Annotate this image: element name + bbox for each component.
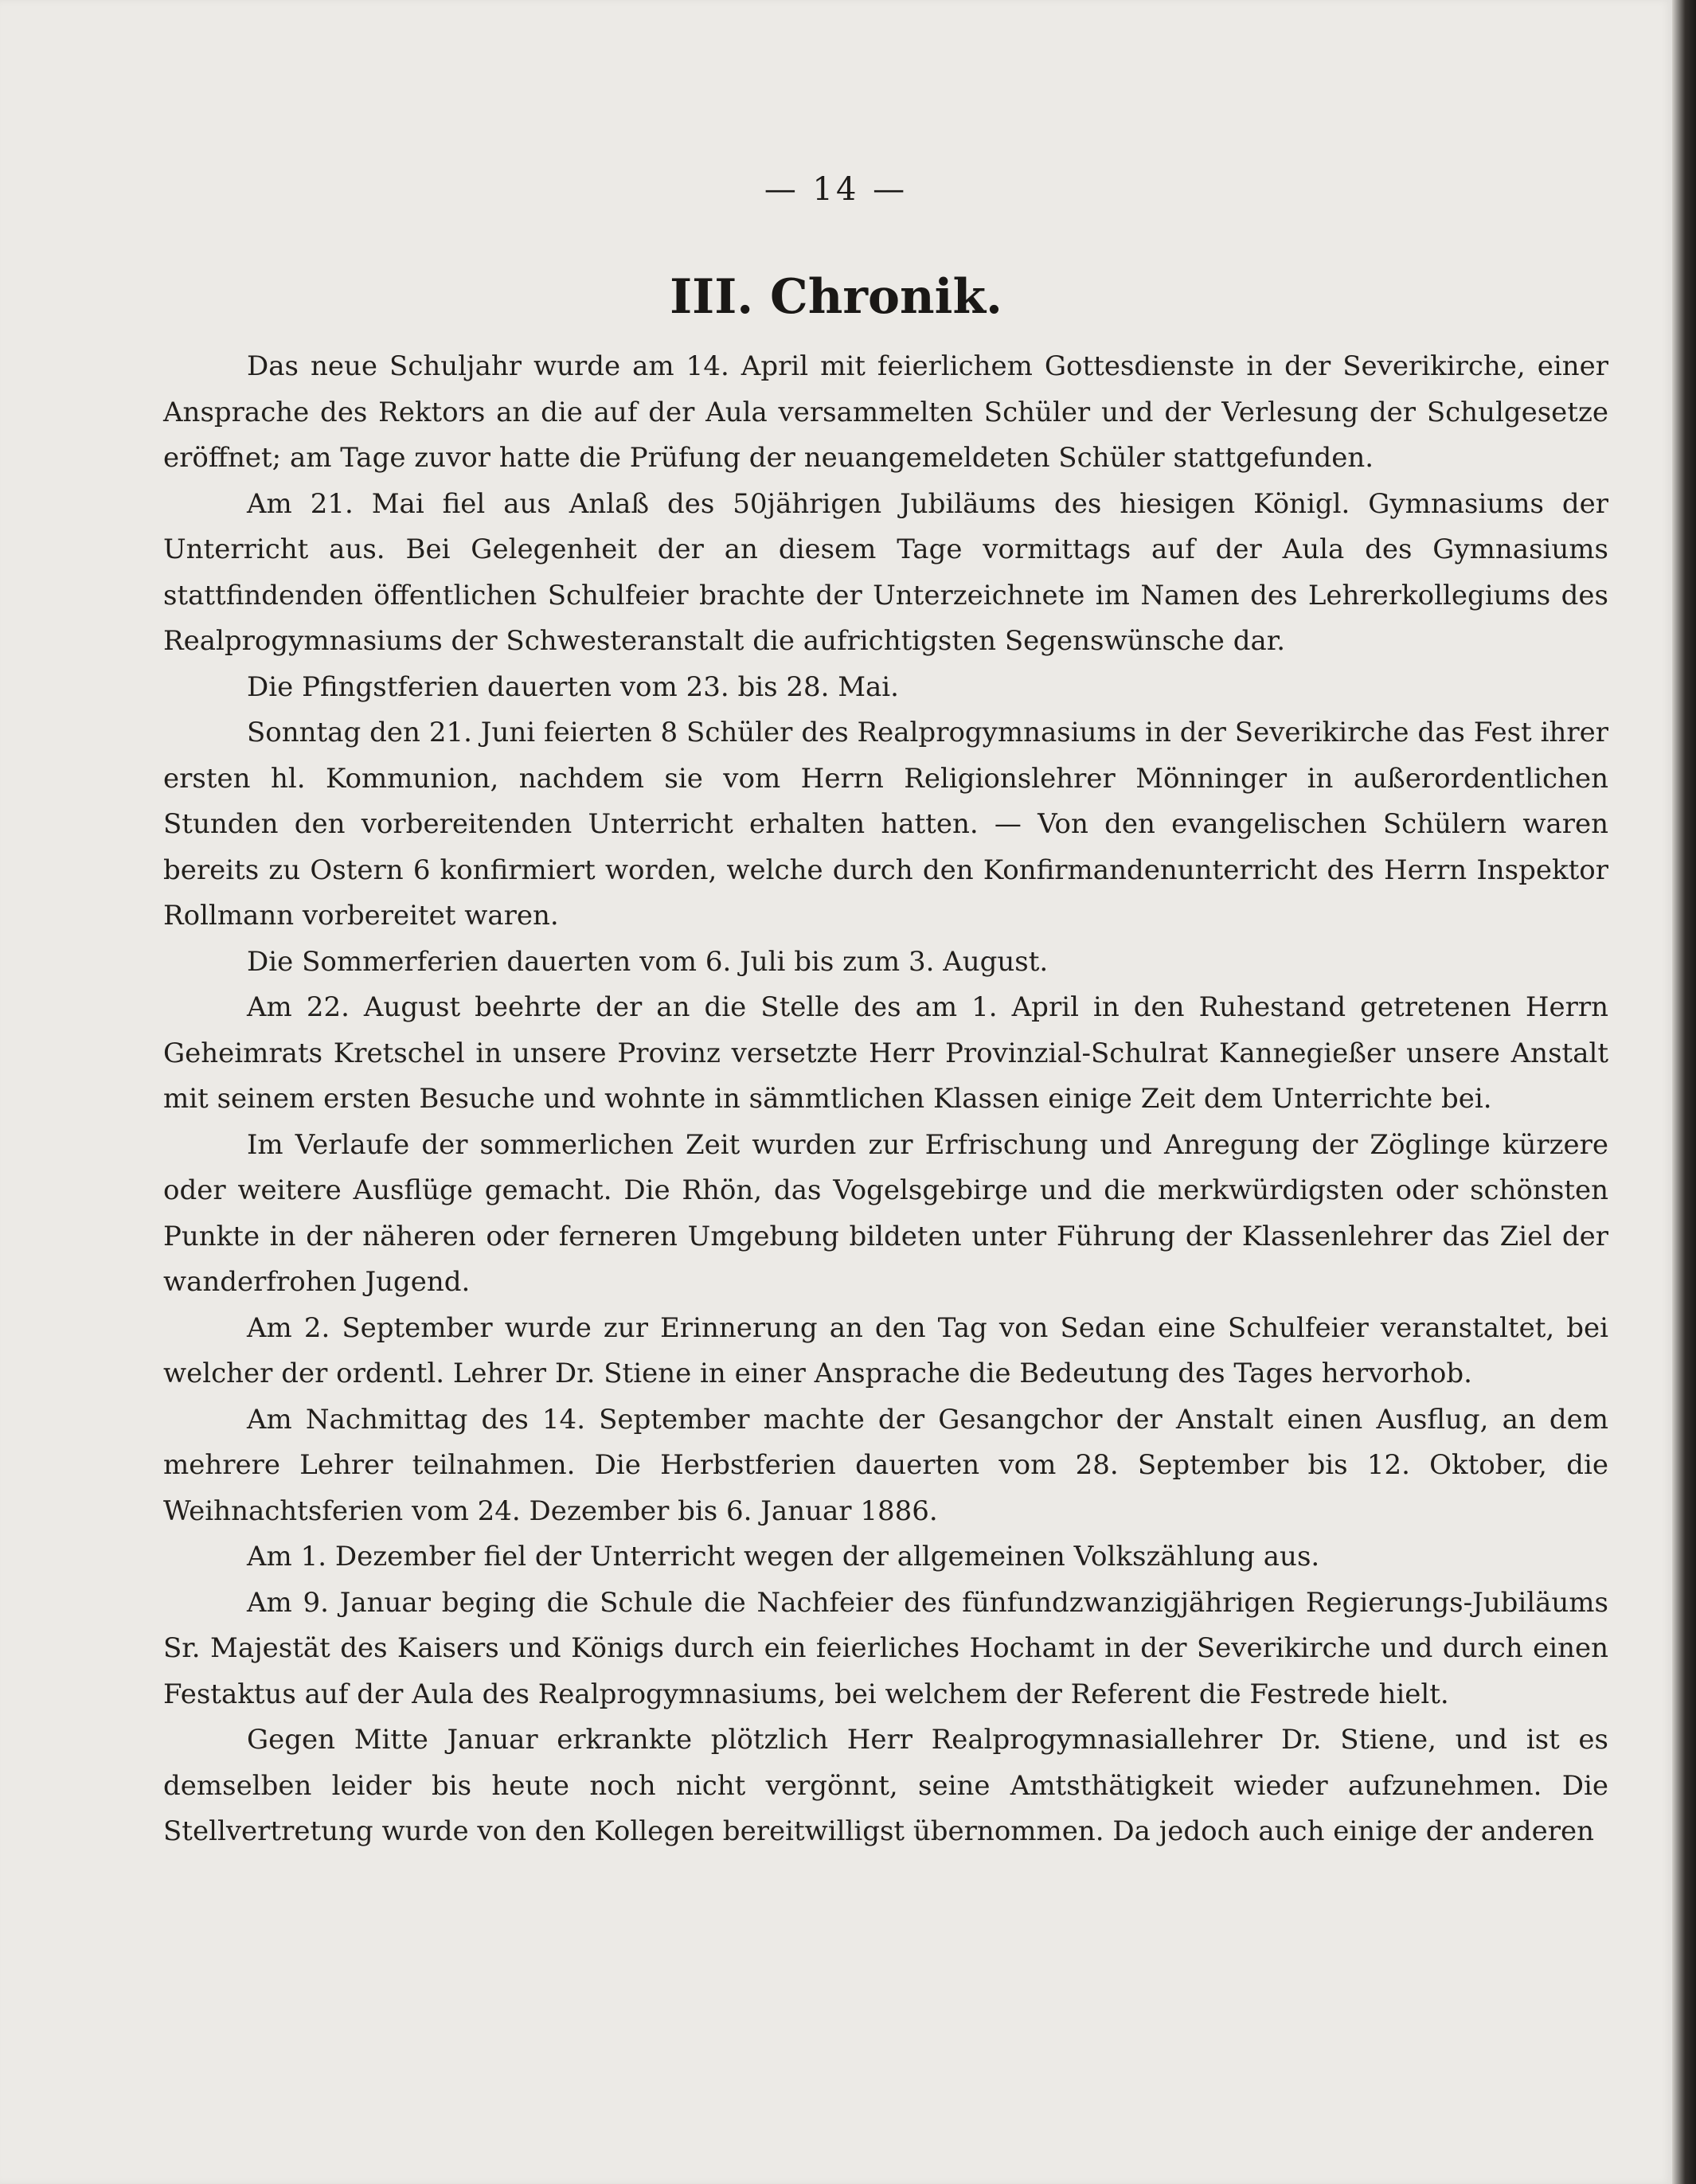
page-number: — 14 — bbox=[764, 171, 909, 208]
paragraph-choir-excursion: Am Nachmittag des 14. September machte der Gesangchor der Anstalt einen Ausflug, an dem mehrere Lehrer teilnahmen. Die Herbstferien dauerten vom 28. September bis 12. Oktober, die Weihnachtsferien vom 24. Dezember bis 6. Januar 1886. bbox=[163, 1403, 1608, 1527]
paragraph-sedan-celebration: Am 2. September wurde zur Erinnerung an den Tag von Sedan eine Schulfeier veranstaltet, bei welcher der ordentl. Lehrer Dr. Stiene in einer Ansprache die Bedeutung des Tages hervorhob. bbox=[163, 1311, 1608, 1389]
paragraph-gymnasium-jubilee: Am 21. Mai fiel aus Anlaß des 50jährigen Jubiläums des hiesigen Königl. Gymnasiums der Unterricht aus. Bei Gelegenheit der an diesem Tage vormittags auf der Aula des Gymnasiums stattfindenden öffentlichen Schulfeier brachte der Unterzeichnete im Namen des Lehrerkollegiums des Realprogymnasiums der Schwesteranstalt die aufrichtigsten Segenswünsche dar. bbox=[163, 487, 1608, 657]
paragraph-census: Am 1. Dezember fiel der Unterricht wegen der allgemeinen Volkszählung aus. bbox=[247, 1541, 1320, 1573]
paragraph-jubilee-celebration: Am 9. Januar beging die Schule die Nachfeier des fünfundzwanzigjährigen Regierungs-Jubiläums Sr. Majestät des Kaisers und Königs durch ein feierliches Hochamt in der Severikirche und durch einen Festaktus auf der Aula des Realprogymnasiums, bei welchem der Referent die Festrede hielt. bbox=[163, 1586, 1608, 1710]
paragraph-excursions: Im Verlaufe der sommerlichen Zeit wurden zur Erfrischung und Anregung der Zöglinge kürzere oder weitere Ausflüge gemacht. Die Rhön, das Vogelsgebirge und die merkwürdigsten oder schönsten Punkte in der näheren oder ferneren Umgebung bildeten unter Führung der Klassenlehrer das Ziel der wanderfrohen Jugend. bbox=[163, 1128, 1608, 1298]
paragraph-teacher-illness: Gegen Mitte Januar erkrankte plötzlich Herr Realprogymnasiallehrer Dr. Stiene, und ist es demselben leider bis heute noch nicht vergönnt, seine Amtsthätigkeit wieder aufzunehmen. Die Stellvertretung wurde von den Kollegen bereitwilligst übernommen. Da jedoch auch einige der anderen bbox=[163, 1724, 1608, 1847]
page-binding-edge bbox=[1672, 0, 1696, 2184]
paragraph-schulrat-visit: Am 22. August beehrte der an die Stelle des am 1. April in den Ruhestand getretenen Herrn Geheimrats Kretschel in unsere Provinz versetzte Herr Provinzial-Schulrat Kannegießer unsere Anstalt mit seinem ersten Besuche und wohnte in sämmtlichen Klassen einige Zeit dem Unterrichte bei. bbox=[163, 991, 1608, 1115]
body-text bbox=[163, 344, 1608, 1855]
section-heading: III. Chronik. bbox=[670, 269, 1002, 325]
paragraph-summer-holidays: Die Sommerferien dauerten vom 6. Juli bis zum 3. August. bbox=[247, 945, 1049, 978]
paragraph-first-communion: Sonntag den 21. Juni feierten 8 Schüler des Realprogymnasiums in der Severikirche das Fest ihrer ersten hl. Kommunion, nachdem sie vom Herrn Religionslehrer Mönninger in außerordentlichen Stunden den vorbereitenden Unterricht erhalten hatten. — Von den evangelischen Schülern waren bereits zu Ostern 6 konfirmiert worden, welche durch den Konfirmandenunterricht des Herrn Inspektor Rollmann vorbereitet waren. bbox=[163, 717, 1608, 932]
paragraph-pentecost-holidays: Die Pfingstferien dauerten vom 23. bis 28. Mai. bbox=[247, 670, 899, 703]
paragraph-school-year-opening: Das neue Schuljahr wurde am 14. April mit feierlichem Gottesdienste in der Severikirche, einer Ansprache des Rektors an die auf der Aula versammelten Schüler und der Verlesung der Schulgesetze eröffnet; am Tage zuvor hatte die Prüfung der neuangemeldeten Schüler stattgefunden. bbox=[163, 350, 1608, 474]
